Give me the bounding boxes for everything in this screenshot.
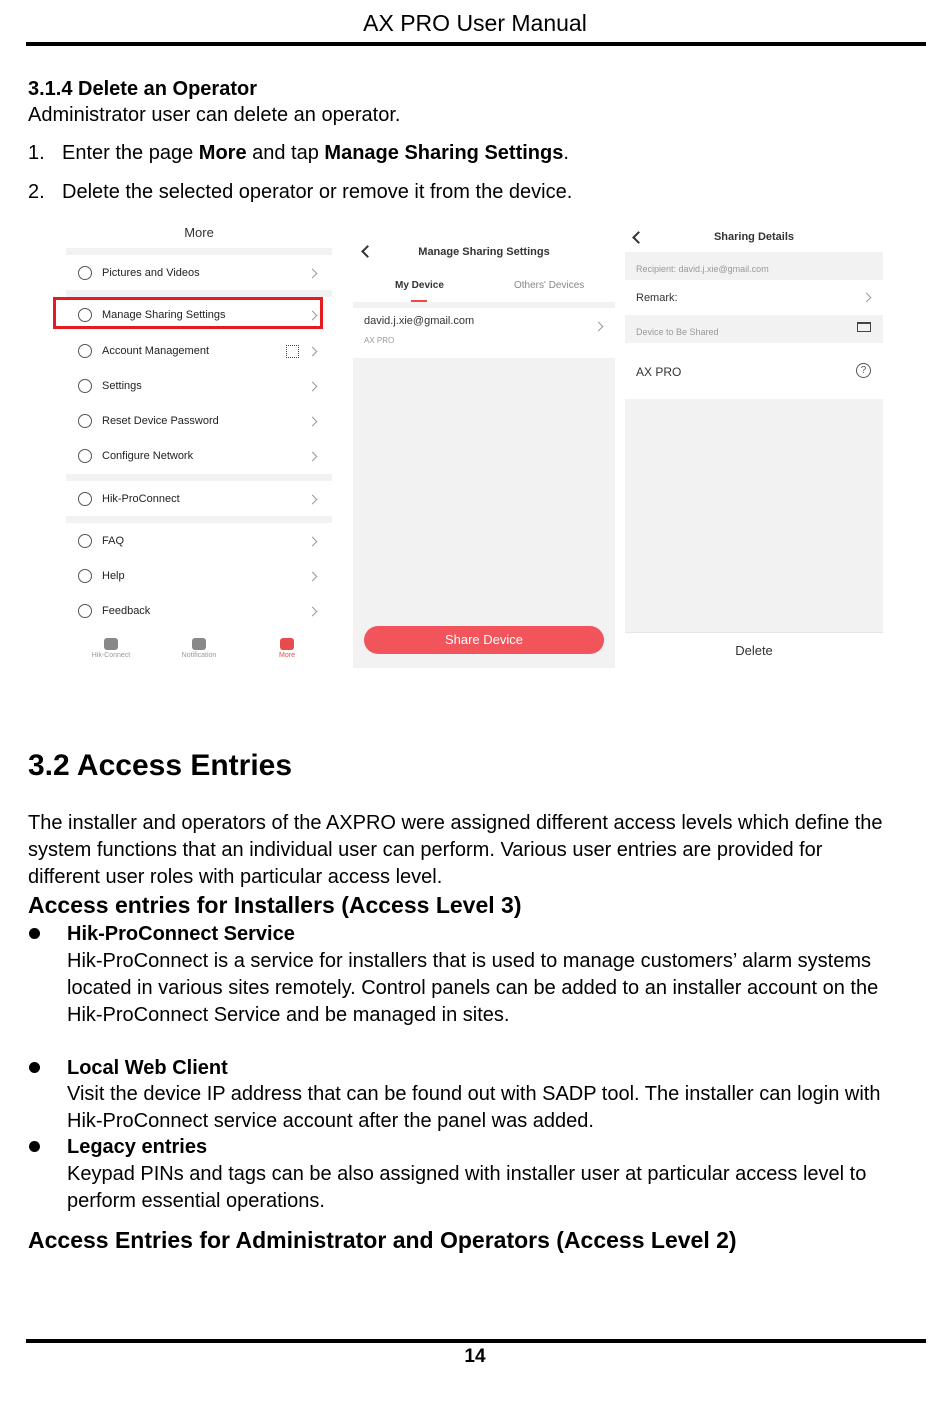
device-name: AX PRO [636,365,682,379]
bullet-text: Hik-ProConnect Service and be managed in sites. [67,1004,510,1026]
recipient-text: Recipient: david.j.xie@gmail.com [636,264,769,274]
delete-button[interactable]: Delete [625,632,883,668]
faq-icon [78,534,92,548]
menu-label: Manage Sharing Settings [102,309,226,321]
step-bold: Manage Sharing Settings [324,142,564,164]
menu-item-reset-password[interactable] [66,404,332,438]
menu-label: Account Management [102,345,210,357]
chevron-right-icon [308,536,318,546]
menu-label: Reset Device Password [102,415,219,427]
highlight-box [53,297,323,329]
subsection-heading: Access Entries for Administrator and Operators (Access Level 2) [28,1227,737,1253]
bullet-title: Hik-ProConnect Service [67,923,295,945]
grid-icon [280,638,294,650]
share-device-button[interactable]: Share Device [364,626,604,654]
empty-area [353,358,615,668]
screen-title: Manage Sharing Settings [418,246,550,258]
feedback-icon [78,604,92,618]
divider [66,248,332,255]
shared-email[interactable]: david.j.xie@gmail.com [364,315,475,327]
proconnect-icon [78,492,92,506]
section-heading: 3.1.4 Delete an Operator [28,78,257,100]
chevron-right-icon [308,606,318,616]
step-text: Enter the page [62,142,199,164]
bullet-text: Hik-ProConnect is a service for installers that is used to manage customers’ alarm systems [67,950,871,972]
bullet [29,1141,40,1152]
step-text: and tap [246,142,325,164]
section-title: 3.2 Access Entries [28,749,293,782]
remark-label[interactable]: Remark: [636,292,678,304]
reset-icon [78,414,92,428]
paragraph-line: different user roles with particular access level. [28,866,443,888]
step-bold: More [198,142,247,164]
tab-others-devices[interactable]: Others' Devices [514,280,585,291]
step-number: 1. [28,142,45,164]
pictures-icon [78,266,92,280]
bullet-title: Local Web Client [67,1057,228,1079]
menu-label: FAQ [102,535,125,547]
tab-label: Hik-Connect [91,652,131,659]
camera-icon [104,638,118,650]
chevron-right-icon [862,293,872,303]
menu-item-help[interactable] [66,559,332,593]
device-to-be-shared-label: Device to Be Shared [636,327,719,337]
bullet-text: located in various sites remotely. Control panels can be added to an installer account on the [67,977,879,999]
tab-notification[interactable] [169,638,229,659]
step-2 [28,179,572,206]
menu-label: Configure Network [102,450,194,462]
page-number: 14 [464,1346,486,1367]
qr-code-icon[interactable] [286,345,299,358]
chevron-right-icon [308,346,318,356]
divider [353,302,615,308]
bullet [29,928,40,939]
tab-label: Notification [181,652,217,659]
step-text: . [563,142,569,164]
header-rule [26,42,926,46]
bullet-text: Visit the device IP address that can be found out with SADP tool. The installer can login with [67,1083,881,1105]
tab-label: More [279,652,295,659]
intro-text: Administrator user can delete an operator. [28,104,401,126]
menu-item-hik-proconnect[interactable] [66,482,332,516]
globe-icon [78,449,92,463]
settings-icon [78,379,92,393]
chevron-right-icon [308,268,318,278]
bullet-text: perform essential operations. [67,1190,325,1212]
divider [66,474,332,481]
divider [66,290,332,297]
paragraph-line: The installer and operators of the AXPRO were assigned different access levels which define the [28,812,883,834]
page-header-title: AX PRO User Manual [363,10,587,36]
screen-title: More [184,225,214,240]
menu-label: Feedback [102,605,151,617]
menu-label: Help [102,570,125,582]
menu-label: Hik-ProConnect [102,493,180,505]
manage-sharing-screenshot [353,232,615,668]
help-icon[interactable]: ? [856,363,871,378]
subsection-heading: Access entries for Installers (Access Level 3) [28,892,522,918]
device-name: AX PRO [364,336,395,345]
step-text: Delete the selected operator or remove it from the device. [62,181,573,203]
step-number: 2. [28,181,45,203]
device-edit-icon[interactable] [857,322,871,332]
bullet-text: Hik-ProConnect service account after the panel was added. [67,1110,594,1132]
chevron-right-icon [308,416,318,426]
divider [66,516,332,523]
menu-item-settings[interactable] [66,369,332,403]
menu-label: Settings [102,380,142,392]
screen-title: Sharing Details [713,231,795,243]
mail-icon [192,638,206,650]
paragraph-line: system functions that an individual user can perform. Various user entries are provided for [28,839,823,861]
menu-item-configure-network[interactable] [66,439,332,473]
empty-area [625,399,883,632]
chevron-right-icon [308,494,318,504]
more-screenshot [66,218,332,668]
chevron-right-icon [308,451,318,461]
help-icon [78,569,92,583]
tab-more[interactable] [257,638,317,659]
tab-hik-connect[interactable] [81,638,141,659]
menu-item-feedback[interactable] [66,594,332,628]
chevron-right-icon [594,322,604,332]
menu-item-pictures[interactable] [66,256,332,290]
menu-label: Pictures and Videos [102,267,200,279]
step-1 [28,140,569,167]
tab-my-device[interactable]: My Device [395,280,444,291]
chevron-right-icon [308,571,318,581]
bullet-text: Keypad PINs and tags can be also assigned with installer user at particular access level to [67,1163,867,1185]
bullet-title: Legacy entries [67,1136,208,1158]
chevron-right-icon [308,381,318,391]
sharing-details-screenshot [625,218,883,668]
bottom-tab-bar [66,638,332,668]
account-icon [78,344,92,358]
menu-item-account[interactable] [66,334,332,368]
footer-rule [26,1339,926,1343]
menu-item-faq[interactable] [66,524,332,558]
bullet [29,1062,40,1073]
